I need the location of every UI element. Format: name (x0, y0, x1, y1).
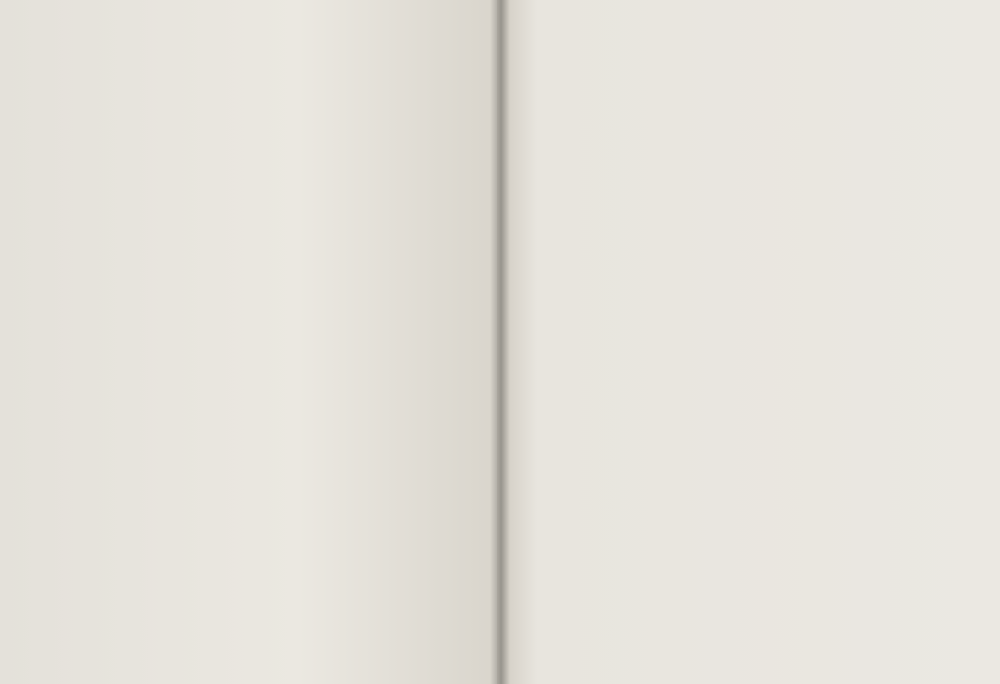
right-page (497, 0, 1000, 684)
left-page (0, 0, 497, 684)
